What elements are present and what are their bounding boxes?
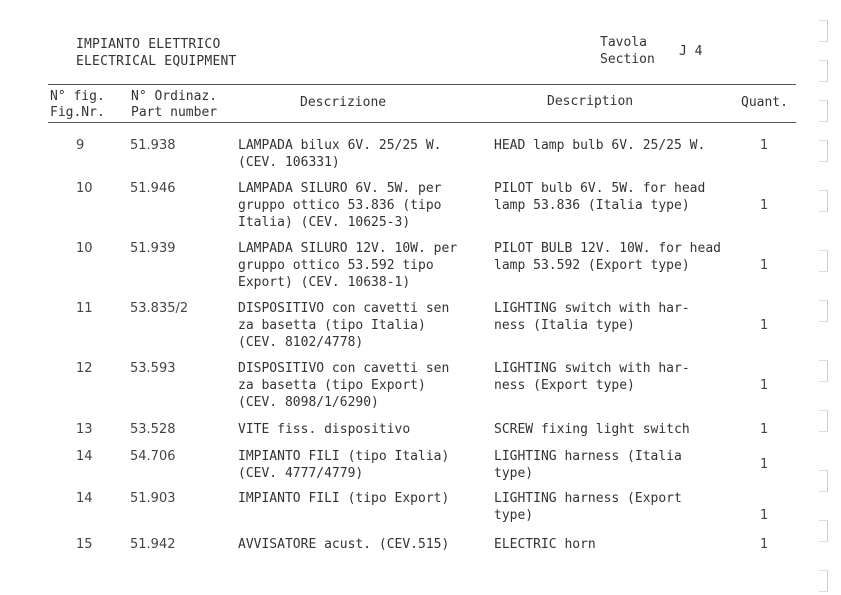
col-desc-en: Description — [547, 94, 634, 109]
description-it-line: LAMPADA bilux 6V. 25/25 W. — [238, 138, 442, 153]
description-en-line: SCREW fixing light switch — [494, 422, 690, 437]
description-it-line: (CEV. 8102/4778) — [238, 335, 364, 350]
fig-number: 9 — [76, 138, 85, 153]
description-en-line: lamp 53.592 (Export type) — [494, 258, 690, 273]
quantity: 1 — [760, 378, 769, 393]
section-code: J 4 — [679, 44, 703, 59]
description-en-line: lamp 53.836 (Italia type) — [494, 198, 690, 213]
description-it-line: DISPOSITIVO con cavetti sen — [238, 301, 450, 316]
header-bottom-rule — [48, 122, 796, 123]
fig-number: 13 — [76, 422, 93, 437]
fig-number: 10 — [76, 181, 93, 196]
description-en-line: ness (Italia type) — [494, 318, 635, 333]
quantity: 1 — [760, 508, 769, 523]
part-number: 53.593 — [130, 361, 176, 376]
quantity: 1 — [760, 198, 769, 213]
description-en-line: PILOT BULB 12V. 10W. for head — [494, 241, 721, 256]
col-fig-it: N° fig. — [50, 89, 105, 104]
col-part-it: N° Ordinaz. — [131, 89, 218, 104]
description-it-line: IMPIANTO FILI (tipo Export) — [238, 491, 450, 506]
description-it-line: LAMPADA SILURO 12V. 10W. per — [238, 241, 458, 256]
part-number: 53.835/2 — [130, 301, 189, 316]
fig-number: 14 — [76, 449, 93, 464]
fig-number: 14 — [76, 491, 93, 506]
description-it-line: Italia) (CEV. 10625-3) — [238, 215, 411, 230]
col-fig-en: Fig.Nr. — [50, 105, 105, 120]
quantity: 1 — [760, 258, 769, 273]
description-it-line: DISPOSITIVO con cavetti sen — [238, 361, 450, 376]
document-title — [76, 36, 237, 70]
fig-number: 12 — [76, 361, 93, 376]
description-en-line: LIGHTING harness (Export — [494, 491, 682, 506]
part-number: 51.946 — [130, 181, 176, 196]
quantity: 1 — [760, 537, 769, 552]
description-it-line: LAMPADA SILURO 6V. 5W. per — [238, 181, 442, 196]
quantity: 1 — [760, 138, 769, 153]
description-en-line: ness (Export type) — [494, 378, 635, 393]
description-it-line: gruppo ottico 53.592 tipo — [238, 258, 434, 273]
description-en-line: PILOT bulb 6V. 5W. for head — [494, 181, 706, 196]
description-it-line: (CEV. 106331) — [238, 155, 340, 170]
description-it-line: za basetta (tipo Export) — [238, 378, 426, 393]
section-label-block — [600, 34, 655, 68]
title-english: ELECTRICAL EQUIPMENT — [76, 54, 237, 69]
description-en-line: type) — [494, 466, 534, 481]
description-en-line: type) — [494, 508, 534, 523]
header-top-rule — [48, 84, 796, 85]
part-number: 51.939 — [130, 241, 176, 256]
description-en-line: LIGHTING switch with har- — [494, 301, 690, 316]
part-number: 51.903 — [130, 491, 176, 506]
description-en-line: HEAD lamp bulb 6V. 25/25 W. — [494, 138, 706, 153]
description-it-line: Export) (CEV. 10638-1) — [238, 275, 411, 290]
description-it-line: (CEV. 4777/4779) — [238, 466, 364, 481]
col-qty: Quant. — [741, 95, 788, 110]
part-number: 54.706 — [130, 449, 176, 464]
quantity: 1 — [760, 422, 769, 437]
description-it-line: gruppo ottico 53.836 (tipo — [238, 198, 442, 213]
section-label: Section — [600, 52, 655, 67]
description-it-line: VITE fiss. dispositivo — [238, 422, 411, 437]
col-part-en: Part number — [131, 105, 218, 120]
part-number: 51.938 — [130, 138, 176, 153]
description-it-line: za basetta (tipo Italia) — [238, 318, 426, 333]
description-it-line: IMPIANTO FILI (tipo Italia) — [238, 449, 450, 464]
part-number: 51.942 — [130, 537, 176, 552]
col-part-header — [131, 89, 217, 121]
description-it-line: AVVISATORE acust. (CEV.515) — [238, 537, 450, 552]
page-edge-marks — [819, 10, 831, 590]
title-italian: IMPIANTO ELETTRICO — [76, 37, 221, 52]
description-en-line: LIGHTING switch with har- — [494, 361, 690, 376]
col-desc-it: Descrizione — [300, 95, 387, 110]
description-en-line: ELECTRIC horn — [494, 537, 596, 552]
fig-number: 11 — [76, 301, 93, 316]
part-number: 53.528 — [130, 422, 176, 437]
quantity: 1 — [760, 457, 769, 472]
description-en-line: LIGHTING harness (Italia — [494, 449, 682, 464]
tavola-label: Tavola — [600, 35, 647, 50]
description-it-line: (CEV. 8098/1/6290) — [238, 395, 379, 410]
col-fig-header — [50, 89, 105, 121]
fig-number: 10 — [76, 241, 93, 256]
quantity: 1 — [760, 318, 769, 333]
fig-number: 15 — [76, 537, 93, 552]
